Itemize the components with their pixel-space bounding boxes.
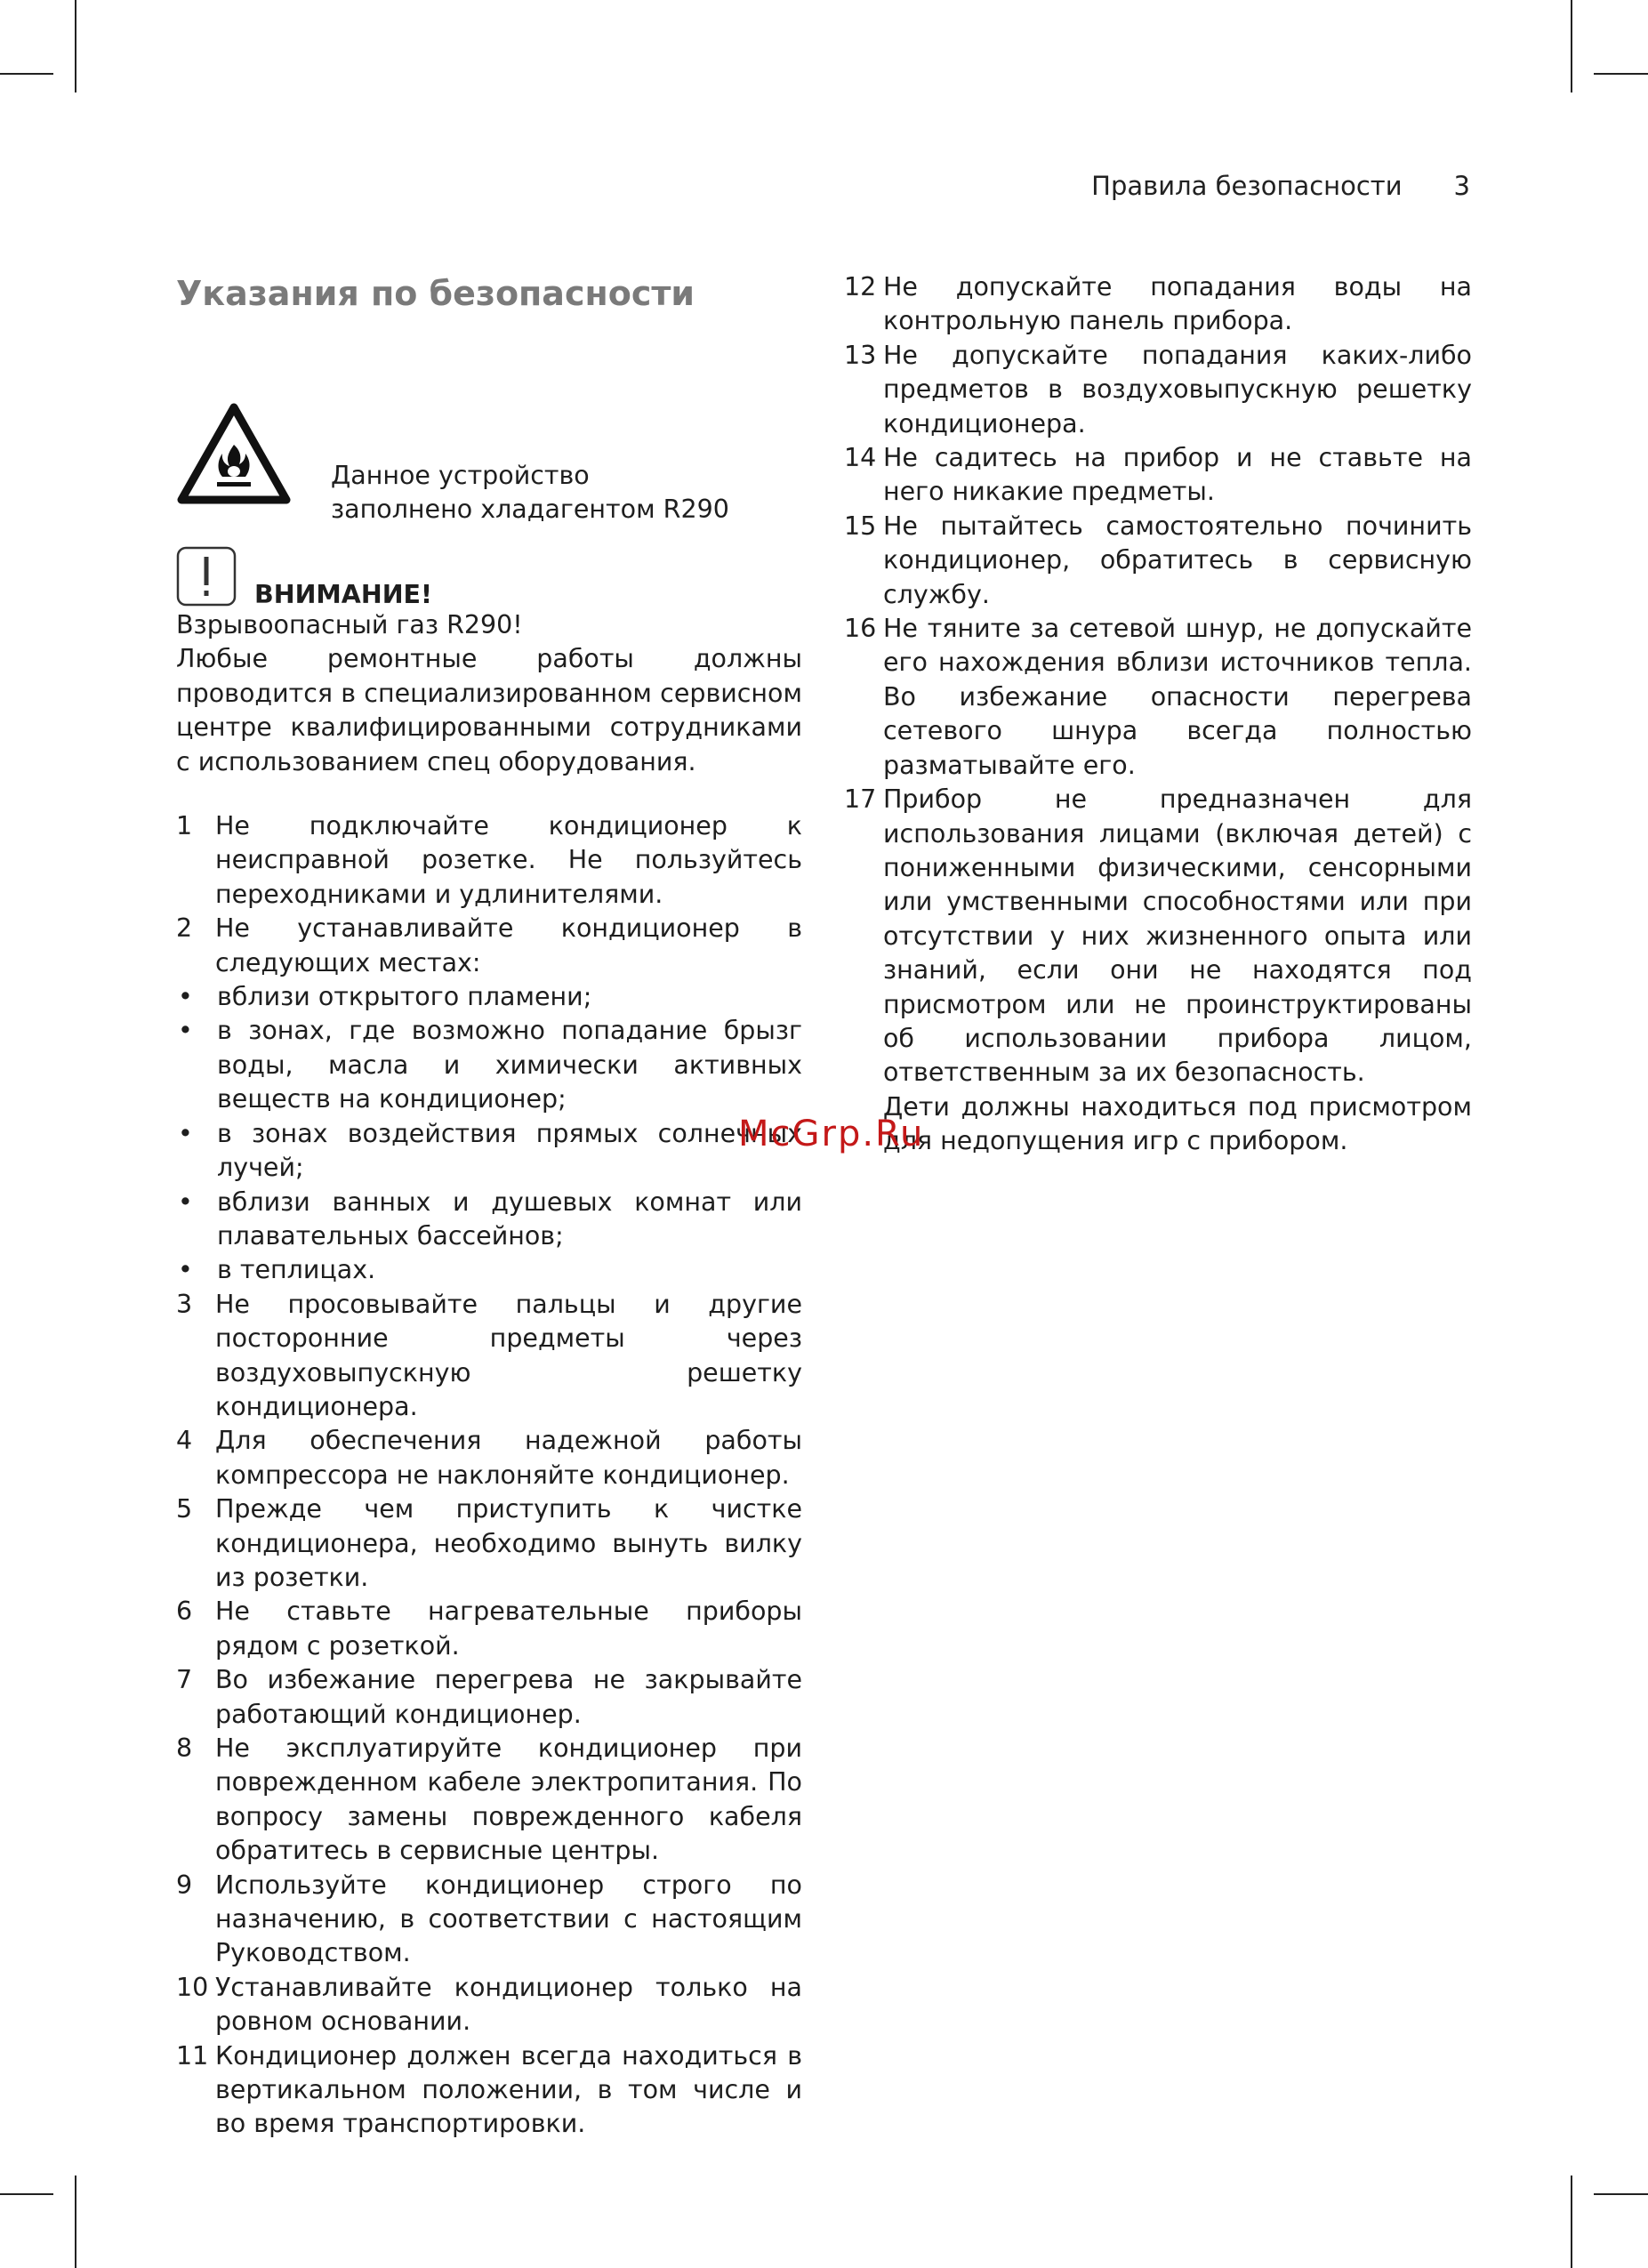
list-item xyxy=(844,510,1472,612)
item-number: 14 xyxy=(844,443,877,473)
list-item xyxy=(844,339,1472,441)
attention-header xyxy=(176,546,802,608)
item-text: Прибор не предназначен для использования лицами (включая детей) с пониженными физическими, сенсорными или умственными способностями или при отсутствии у них жизненного опыта или знаний, если они не находятся под присмотром или не проинструктированы об использовании прибора лицом, ответственным за их безопасность. xyxy=(883,784,1472,1088)
list-item xyxy=(176,1424,802,1492)
bullet: • xyxy=(178,1118,193,1148)
left-column xyxy=(176,267,802,2142)
section-title: Правила безопасности xyxy=(1091,171,1403,201)
item-number: 8 xyxy=(176,1733,193,1763)
crop-mark xyxy=(75,0,76,92)
list-item xyxy=(176,980,802,1014)
list-item xyxy=(844,612,1472,783)
item-text: вблизи открытого пламени; xyxy=(217,982,592,1012)
list-item xyxy=(176,1595,802,1663)
crop-mark xyxy=(1594,73,1648,75)
list-item xyxy=(176,1253,802,1287)
crop-mark xyxy=(1571,2176,1572,2268)
flammable-notice xyxy=(176,402,802,525)
crop-mark xyxy=(1571,0,1572,92)
exclamation-icon xyxy=(176,546,237,607)
attention-label: ВНИМАНИЕ! xyxy=(254,580,433,609)
list-item xyxy=(844,783,1472,1090)
attention-line: Взрывоопасный газ R290! xyxy=(176,610,523,639)
list-item xyxy=(176,1971,802,2039)
children-note: Дети должны находиться под присмотром для недопущения игр с прибором. xyxy=(883,1091,1472,1156)
list-item xyxy=(176,912,802,980)
attention-body: Любые ремонтные работы должны проводится в специализированном сервисном центре квалифицированными сотрудниками с использованием спец оборудования. xyxy=(176,644,802,776)
bullet: • xyxy=(178,982,193,1012)
item-number: 2 xyxy=(176,913,193,944)
list-item xyxy=(176,1186,802,1254)
item-text: Кондиционер должен всегда находиться в вертикальном положении, в том числе и во время транспортировки. xyxy=(215,2040,802,2139)
item-number: 17 xyxy=(844,784,877,815)
list-item xyxy=(176,809,802,912)
item-text: Не пытайтесь самостоятельно починить кондиционер, обратитесь в сервисную службу. xyxy=(883,511,1472,609)
crop-mark xyxy=(75,2176,76,2268)
crop-mark xyxy=(0,2193,53,2195)
watermark: McGrp.Ru xyxy=(738,1114,925,1154)
list-item xyxy=(844,441,1472,510)
item-text: Не допускайте попадания воды на контрольную панель прибора. xyxy=(883,272,1472,336)
list-item xyxy=(176,1663,802,1732)
bullet: • xyxy=(178,1016,193,1046)
item-text: Не тяните за сетевой шнур, не допускайте его нахождения вблизи источников тепла. Во избежание опасности перегрева сетевого шнура всегда полностью разматывайте его. xyxy=(883,614,1472,780)
list-item xyxy=(176,1492,802,1595)
crop-mark xyxy=(1594,2193,1648,2195)
item-text: Для обеспечения надежной работы компрессора не наклоняйте кондиционер. xyxy=(215,1426,802,1490)
item-text: Не ставьте нагревательные приборы рядом с розеткой. xyxy=(215,1596,802,1661)
item-number: 5 xyxy=(176,1494,193,1524)
crop-mark xyxy=(0,73,53,75)
item-number: 16 xyxy=(844,614,877,644)
item-number: 3 xyxy=(176,1289,193,1319)
item-number: 4 xyxy=(176,1426,193,1456)
item-number: 7 xyxy=(176,1665,193,1695)
item-text: Не устанавливайте кондиционер в следующих местах: xyxy=(215,913,802,977)
item-text: Не подключайте кондиционер к неисправной розетке. Не пользуйтесь переходниками и удлинителями. xyxy=(215,811,802,909)
list-item xyxy=(176,1014,802,1116)
bullet: • xyxy=(178,1186,193,1217)
item-text: в зонах воздействия прямых солнечных лучей; xyxy=(217,1118,802,1183)
list-item xyxy=(176,1732,802,1869)
item-number: 1 xyxy=(176,811,193,841)
item-text: Не эксплуатируйте кондиционер при поврежденном кабеле электропитания. По вопросу замены поврежденного кабеля обратитесь в сервисные центры. xyxy=(215,1733,802,1866)
item-text: в зонах, где возможно попадание брызг воды, масла и химически активных веществ на кондиционер; xyxy=(217,1016,802,1114)
page-title: Указания по безопасности xyxy=(176,274,695,313)
safety-list-left xyxy=(176,809,802,2142)
item-text: Во избежание перегрева не закрывайте работающий кондиционер. xyxy=(215,1665,802,1729)
bullet: • xyxy=(178,1255,193,1285)
item-text: Не просовывайте пальцы и другие посторонние предметы через воздуховыпускную решетку кондиционера. xyxy=(215,1289,802,1421)
item-text: вблизи ванных и душевых комнат или плавательных бассейнов; xyxy=(217,1186,802,1251)
item-number: 6 xyxy=(176,1596,193,1627)
item-number: 15 xyxy=(844,511,877,541)
item-text: Используйте кондиционер строго по назначению, в соответствии с настоящим Руководством. xyxy=(215,1870,802,1968)
list-item xyxy=(176,1869,802,1971)
list-item xyxy=(844,270,1472,339)
item-number: 12 xyxy=(844,272,877,302)
item-text: Не допускайте попадания каких-либо предметов в воздуховыпускную решетку кондиционера. xyxy=(883,340,1472,438)
item-text: Устанавливайте кондиционер только на ровном основании. xyxy=(215,1972,802,2037)
item-number: 9 xyxy=(176,1870,193,1900)
list-item xyxy=(176,1117,802,1186)
item-number: 11 xyxy=(176,2040,209,2071)
item-text: в теплицах. xyxy=(217,1255,376,1285)
flammable-warning-icon xyxy=(176,402,292,507)
item-text: Прежде чем приступить к чистке кондиционера, необходимо вынуть вилку из розетки. xyxy=(215,1494,802,1592)
safety-list-right xyxy=(844,270,1472,1090)
item-text: Не садитесь на прибор и не ставьте на него никакие предметы. xyxy=(883,443,1472,507)
running-header xyxy=(889,171,1470,201)
item-number: 13 xyxy=(844,340,877,370)
flammable-notice-text: Данное устройство заполнено хладагентом R290 xyxy=(331,461,729,525)
list-item xyxy=(176,2039,802,2142)
page-number: 3 xyxy=(1453,171,1470,201)
list-item xyxy=(176,1288,802,1425)
item-number: 10 xyxy=(176,1972,209,2002)
right-column xyxy=(844,270,1472,1159)
